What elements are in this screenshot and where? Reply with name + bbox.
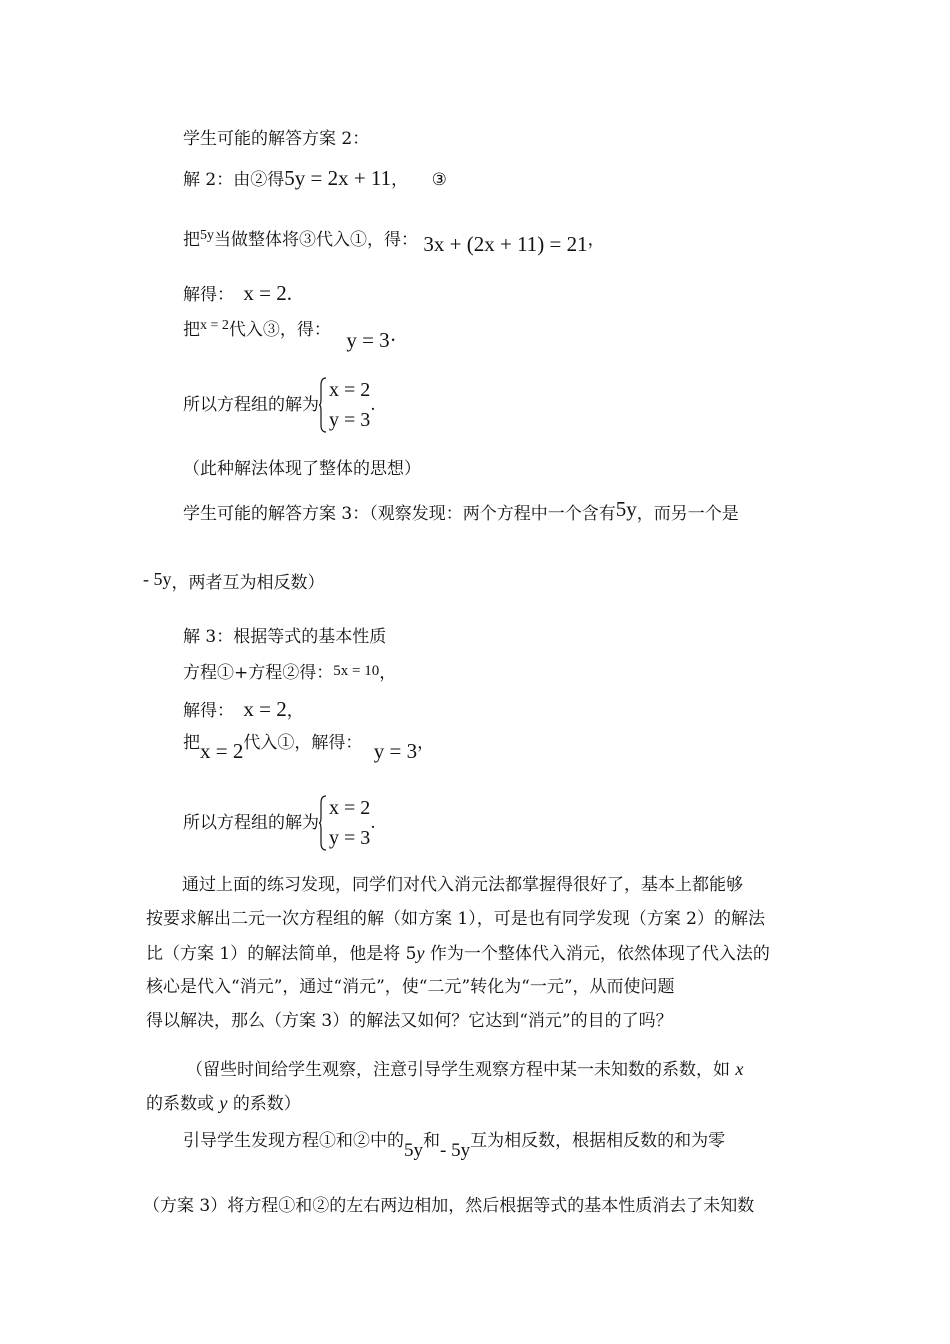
left-brace-icon — [319, 377, 327, 433]
guide-line: 的系数或 y 的系数） — [146, 1093, 301, 1114]
scheme2-result: 所以方程组的解为 x = 2 y = 3 . — [183, 375, 376, 435]
inline-math-neg5y: - 5y — [440, 1140, 471, 1161]
step-text: 解 2：由②得 — [183, 170, 285, 190]
inline-math-x2: x = 2 — [200, 739, 244, 763]
sum-equation: 5x = 10 — [333, 663, 380, 679]
scheme3-step1: 解 3：根据等式的基本性质 — [183, 627, 387, 647]
solution-y: y = 3 — [373, 739, 418, 763]
solution-y: y = 3· — [346, 328, 397, 352]
solution-x: x = 2. — [243, 281, 292, 305]
scheme2-step1: 解 2：由②得5y = 2x + 11， ③ — [183, 166, 447, 190]
inline-math-neg5y: - 5y — [143, 569, 172, 589]
summary-line: 核心是代入“消元”，通过“消元”，使“二元”转化为“一元”，从而使问题 — [146, 977, 675, 997]
equation-system — [319, 375, 370, 435]
scheme3-step2: 方程①+方程②得：5x = 10， — [183, 663, 397, 683]
system-x: x = 2 — [329, 797, 371, 819]
summary-line: 按要求解出二元一次方程组的解（如方案 1），可是也有同学发现（方案 2）的解法 — [146, 909, 765, 929]
scheme2-note: （此种解法体现了整体的思想） — [183, 459, 421, 479]
equation-3: 5y = 2x + 11 — [284, 166, 392, 190]
inline-math-x2: x = 2 — [200, 318, 229, 333]
equation-tag: ③ — [431, 170, 447, 190]
system-y: y = 3 — [329, 827, 371, 849]
scheme3-heading: 学生可能的解答方案 3：（观察发现：两个方程中一个含有5y，而另一个是 — [183, 497, 739, 524]
scheme2-heading: 学生可能的解答方案 2： — [183, 129, 370, 149]
substituted-equation: 3x + (2x + 11) = 21 — [423, 232, 588, 256]
scheme2-step3: 解得： x = 2. — [183, 281, 292, 305]
system-x: x = 2 — [329, 379, 371, 401]
lead-line-2: （方案 3）将方程①和②的左右两边相加，然后根据等式的基本性质消去了未知数 — [143, 1196, 755, 1216]
summary-line: 比（方案 1）的解法简单，他是将 5y 作为一个整体代入消元，依然体现了代入法的 — [146, 943, 770, 964]
left-brace-icon — [319, 795, 327, 851]
summary-paragraph — [146, 868, 810, 1038]
equation-system — [319, 793, 370, 853]
summary-line: 通过上面的练习发现，同学们对代入消元法都掌握得很好了，基本上都能够 — [182, 875, 743, 895]
inline-math-5y: 5y — [200, 228, 214, 243]
guide-line: （留些时间给学生观察，注意引导学生观察方程中某一未知数的系数，如 x — [186, 1059, 744, 1080]
scheme3-step3: 解得： x = 2， — [183, 697, 304, 721]
scheme3-heading-cont: - 5y，两者互为相反数） — [143, 569, 325, 593]
guide-paragraph — [146, 1052, 810, 1120]
scheme2-step4: 把$^{x = 2}$代入③，得： y = 3· — [183, 318, 397, 352]
scheme2-step2: 把$^{5y}$当做整体将③代入①，得： 3x + (2x + 11) = 21， — [183, 228, 605, 256]
scheme3-step4: 把x = 2代入①，解得： y = 3， — [183, 733, 435, 763]
lead-line-1: 引导学生发现方程①和②中的5y和- 5y互为相反数，根据相反数的和为零 — [183, 1131, 726, 1161]
inline-math-5y: 5y — [404, 1140, 423, 1161]
solution-x: x = 2 — [243, 697, 287, 721]
scheme3-result: 所以方程组的解为 x = 2 y = 3 . — [183, 793, 376, 853]
summary-line: 得以解决，那么（方案 3）的解法又如何？它达到“消元”的目的了吗？ — [146, 1011, 673, 1031]
system-y: y = 3 — [329, 409, 371, 431]
inline-math-5y: 5y — [615, 497, 637, 521]
